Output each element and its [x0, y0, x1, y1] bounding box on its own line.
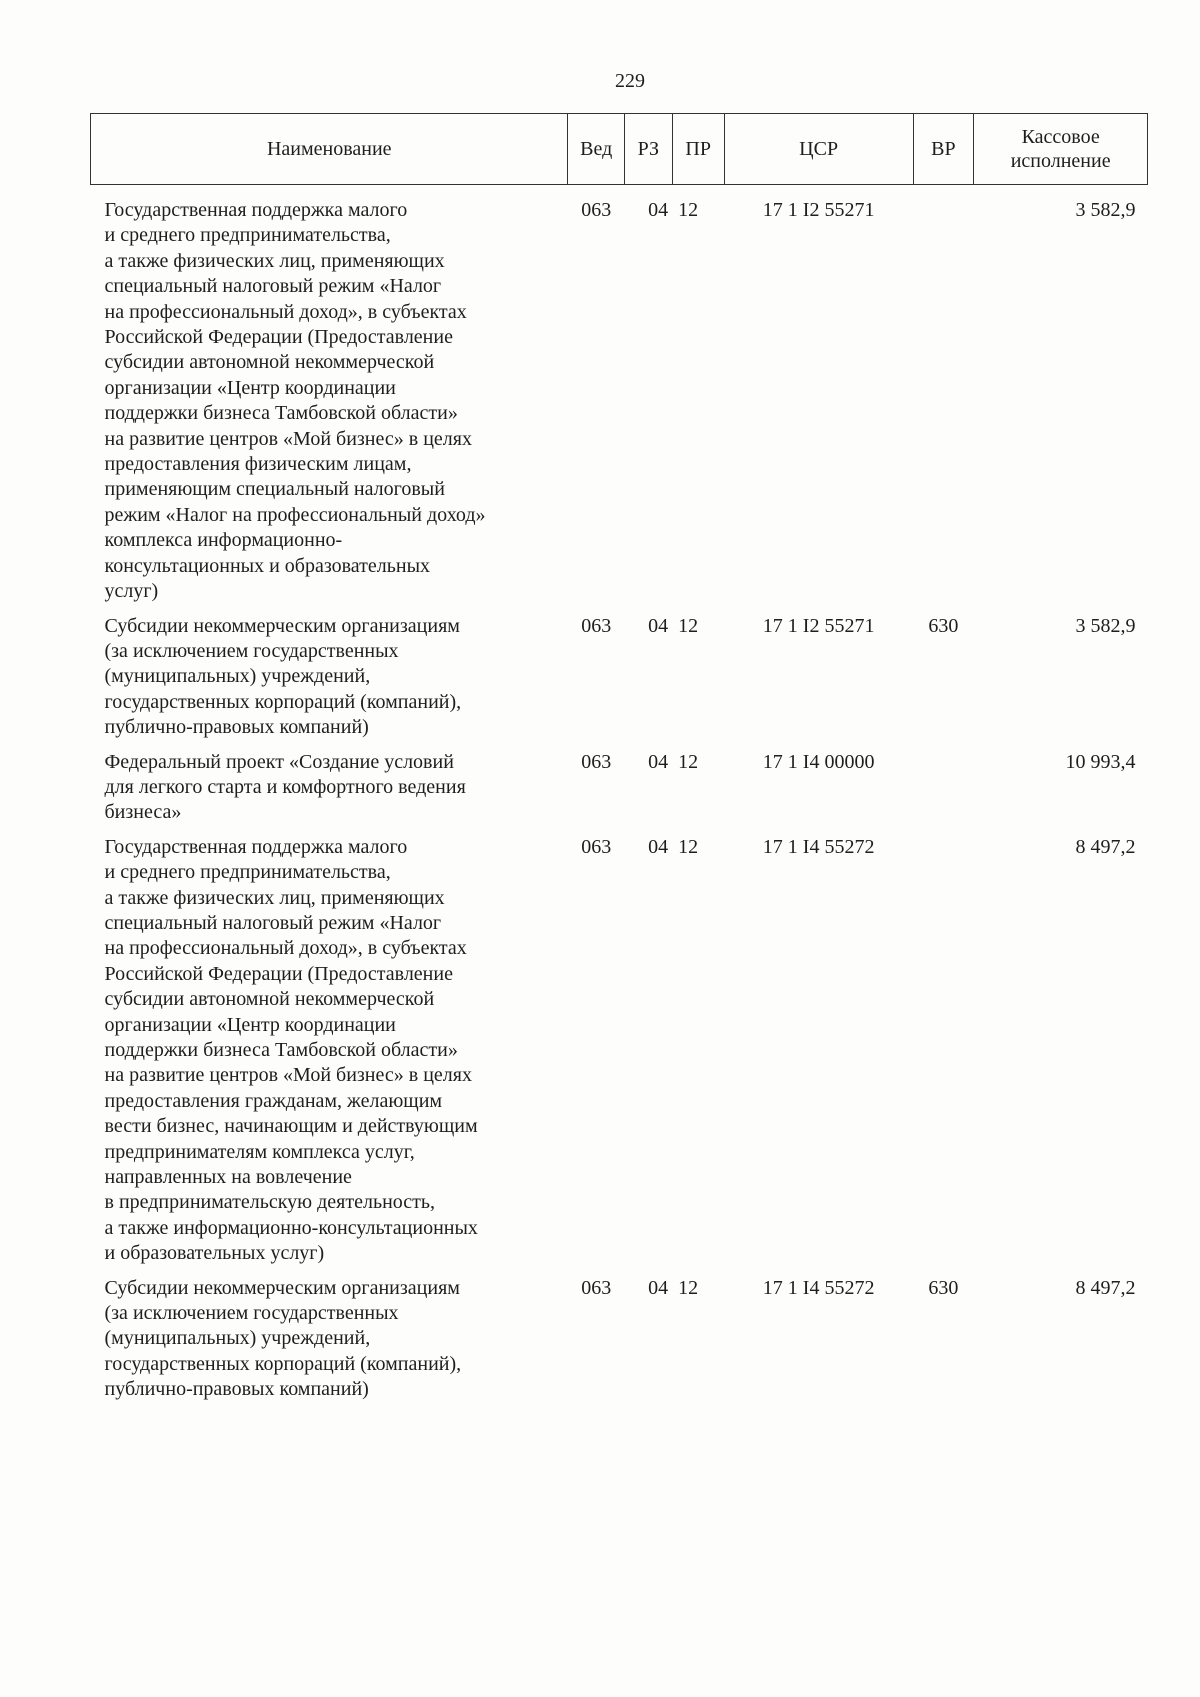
row-name-line: государственных корпораций (компаний), — [104, 1352, 462, 1375]
row-pr: 12 — [678, 835, 699, 858]
row-name-line: а также физических лиц, применяющих — [104, 249, 445, 272]
row-name-line: услуг) — [104, 580, 159, 603]
table-body — [91, 185, 1148, 1412]
row-name-line: (за исключением государственных — [104, 1302, 399, 1325]
row-name-line: Субсидии некоммерческим организациям — [104, 614, 460, 637]
row-csr: 17 1 I4 55272 — [762, 835, 875, 858]
row-vr — [913, 750, 974, 835]
row-name-line: и среднего предпринимательства, — [104, 224, 391, 247]
row-name-line: предоставления гражданам, желающим — [104, 1089, 443, 1112]
row-amount: 8 497,2 — [1075, 835, 1136, 858]
row-name — [91, 185, 568, 614]
row-vr — [913, 185, 974, 614]
row-rz: 04 — [648, 614, 669, 637]
row-name-line: (муниципальных) учреждений, — [104, 1327, 371, 1350]
row-name-line: Субсидии некоммерческим организациям — [104, 1276, 460, 1299]
row-name-line: государственных корпораций (компаний), — [104, 690, 462, 713]
row-name-line: бизнеса» — [104, 801, 182, 824]
row-name-line: Федеральный проект «Создание условий — [104, 750, 454, 773]
row-vr: 630 — [928, 1276, 959, 1299]
row-name-line: и образовательных услуг) — [104, 1242, 325, 1265]
header-vr: ВР — [913, 114, 974, 185]
row-name-line: направленных на вовлечение — [104, 1166, 352, 1189]
row-name-line: на развитие центров «Мой бизнес» в целях — [104, 427, 472, 450]
row-name-line: специальный налоговый режим «Налог — [104, 911, 442, 934]
header-name: Наименование — [91, 114, 568, 185]
row-pr: 12 — [678, 614, 699, 637]
row-name-line: (муниципальных) учреждений, — [104, 665, 371, 688]
row-name-line: публично-правовых компаний) — [104, 1378, 369, 1401]
row-csr: 17 1 I4 55272 — [762, 1276, 875, 1299]
header-amount-line2: исполнение — [1010, 150, 1111, 172]
table-row — [91, 835, 1148, 1276]
row-name-line: Российской Федерации (Предоставление — [104, 326, 453, 349]
row-name — [91, 750, 568, 835]
header-rz: РЗ — [624, 114, 672, 185]
table-row — [91, 750, 1148, 835]
row-name-line: организации «Центр координации — [104, 376, 396, 399]
table-header — [91, 114, 1148, 185]
row-name — [91, 1276, 568, 1412]
page-number: 229 — [615, 70, 645, 92]
row-pr: 12 — [678, 750, 699, 773]
header-amount — [974, 114, 1148, 185]
row-ved: 063 — [581, 835, 612, 858]
table-row — [91, 1276, 1148, 1412]
row-name-line: для легкого старта и комфортного ведения — [104, 775, 466, 798]
row-rz: 04 — [648, 835, 669, 858]
row-name-line: поддержки бизнеса Тамбовской области» — [104, 1039, 458, 1061]
row-vr — [913, 835, 974, 1276]
row-csr: 17 1 I4 00000 — [762, 750, 875, 773]
row-ved: 063 — [581, 614, 612, 637]
row-ved: 063 — [581, 199, 612, 221]
row-name — [91, 835, 568, 1276]
row-name-line: применяющим специальный налоговый — [104, 478, 445, 501]
table-row — [91, 185, 1148, 614]
row-name-line: на профессиональный доход», в субъектах — [104, 300, 467, 323]
row-name — [91, 614, 568, 750]
row-name-line: на развитие центров «Мой бизнес» в целях — [104, 1064, 472, 1087]
header-csr: ЦСР — [724, 114, 913, 185]
budget-table — [90, 113, 1148, 1412]
header-pr: ПР — [672, 114, 724, 185]
row-csr: 17 1 I2 55271 — [762, 614, 875, 637]
row-name-line: специальный налоговый режим «Налог — [104, 275, 442, 298]
row-name-line: предоставления физическим лицам, — [104, 453, 412, 476]
row-name-line: субсидии автономной некоммерческой — [104, 988, 435, 1011]
table-row — [91, 614, 1148, 750]
row-rz: 04 — [648, 199, 669, 221]
header-ved: Вед — [568, 114, 624, 185]
row-amount: 8 497,2 — [1075, 1276, 1136, 1299]
row-amount: 10 993,4 — [1065, 750, 1136, 773]
row-pr: 12 — [678, 199, 699, 221]
row-name-line: Государственная поддержка малого — [104, 835, 408, 858]
row-name-line: организации «Центр координации — [104, 1013, 396, 1036]
row-rz: 04 — [648, 1276, 669, 1299]
row-name-line: субсидии автономной некоммерческой — [104, 351, 435, 374]
row-name-line: режим «Налог на профессиональный доход» — [104, 503, 486, 526]
row-amount: 3 582,9 — [1075, 614, 1136, 637]
row-name-line: предпринимателям комплекса услуг, — [104, 1140, 415, 1163]
row-name-line: и среднего предпринимательства, — [104, 861, 391, 884]
row-name-line: вести бизнес, начинающим и действующим — [104, 1115, 478, 1138]
row-vr: 630 — [928, 614, 959, 637]
row-name-line: а также информационно-консультационных — [104, 1216, 478, 1239]
row-rz: 04 — [648, 750, 669, 773]
row-name-line: поддержки бизнеса Тамбовской области» — [104, 402, 458, 425]
row-name-line: Государственная поддержка малого — [104, 199, 408, 221]
row-ved: 063 — [581, 750, 612, 773]
row-name-line: комплекса информационно- — [104, 529, 343, 552]
row-name-line: публично-правовых компаний) — [104, 716, 369, 739]
row-csr: 17 1 I2 55271 — [762, 199, 875, 221]
row-ved: 063 — [581, 1276, 612, 1299]
row-name-line: консультационных и образовательных — [104, 554, 431, 577]
row-amount: 3 582,9 — [1075, 199, 1136, 221]
row-name-line: (за исключением государственных — [104, 639, 399, 662]
row-name-line: на профессиональный доход», в субъектах — [104, 937, 467, 960]
row-pr: 12 — [678, 1276, 699, 1299]
header-amount-line1: Кассовое — [1021, 126, 1100, 148]
row-name-line: Российской Федерации (Предоставление — [104, 962, 453, 985]
row-name-line: а также физических лиц, применяющих — [104, 886, 445, 909]
row-name-line: в предпринимательскую деятельность, — [104, 1191, 436, 1214]
